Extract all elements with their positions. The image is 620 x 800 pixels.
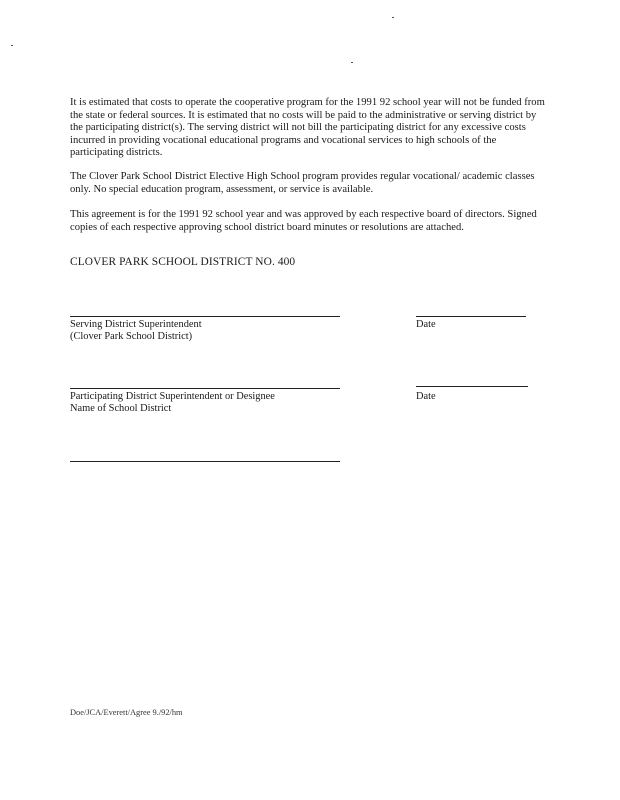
participating-superintendent-label: Participating District Superintendent or Designee [70, 391, 275, 402]
serving-signature-line [70, 316, 340, 317]
participating-date-label: Date [416, 391, 436, 402]
program-paragraph: The Clover Park School District Elective High School program provides regular vocational/ academic classes only. No special education program, assessment, or service is available. [70, 171, 535, 195]
serving-superintendent-label: Serving District Superintendent [70, 319, 202, 330]
scan-speck [351, 62, 353, 63]
scan-speck [392, 17, 394, 18]
scan-speck [11, 45, 13, 46]
district-heading: CLOVER PARK SCHOOL DISTRICT NO. 400 [70, 256, 296, 268]
document-reference-footer: Doe/JCA/Everett/Agree 9./92/hm [70, 708, 183, 717]
participating-date-line [416, 386, 528, 387]
costs-paragraph: It is estimated that costs to operate the cooperative program for the 1991 92 school year will not be funded from the state or federal sources. It is estimated that no costs will be paid to the administrative or serving district by the participating district(s). The serving district will not bill the participating district for any excessive costs incurred in providing vocational educational programs and vocational services to high schools of the participating districts. [70, 97, 545, 159]
serving-district-label: (Clover Park School District) [70, 331, 193, 342]
school-district-name-label: Name of School District [70, 403, 172, 414]
participating-signature-line [70, 388, 340, 389]
serving-date-line [416, 316, 526, 317]
serving-date-label: Date [416, 319, 436, 330]
school-district-name-line [70, 461, 340, 462]
agreement-paragraph: This agreement is for the 1991 92 school year and was approved by each respective board of directors. Signed copies of each respective approving school district board minutes or resolutions are attached. [70, 209, 537, 233]
